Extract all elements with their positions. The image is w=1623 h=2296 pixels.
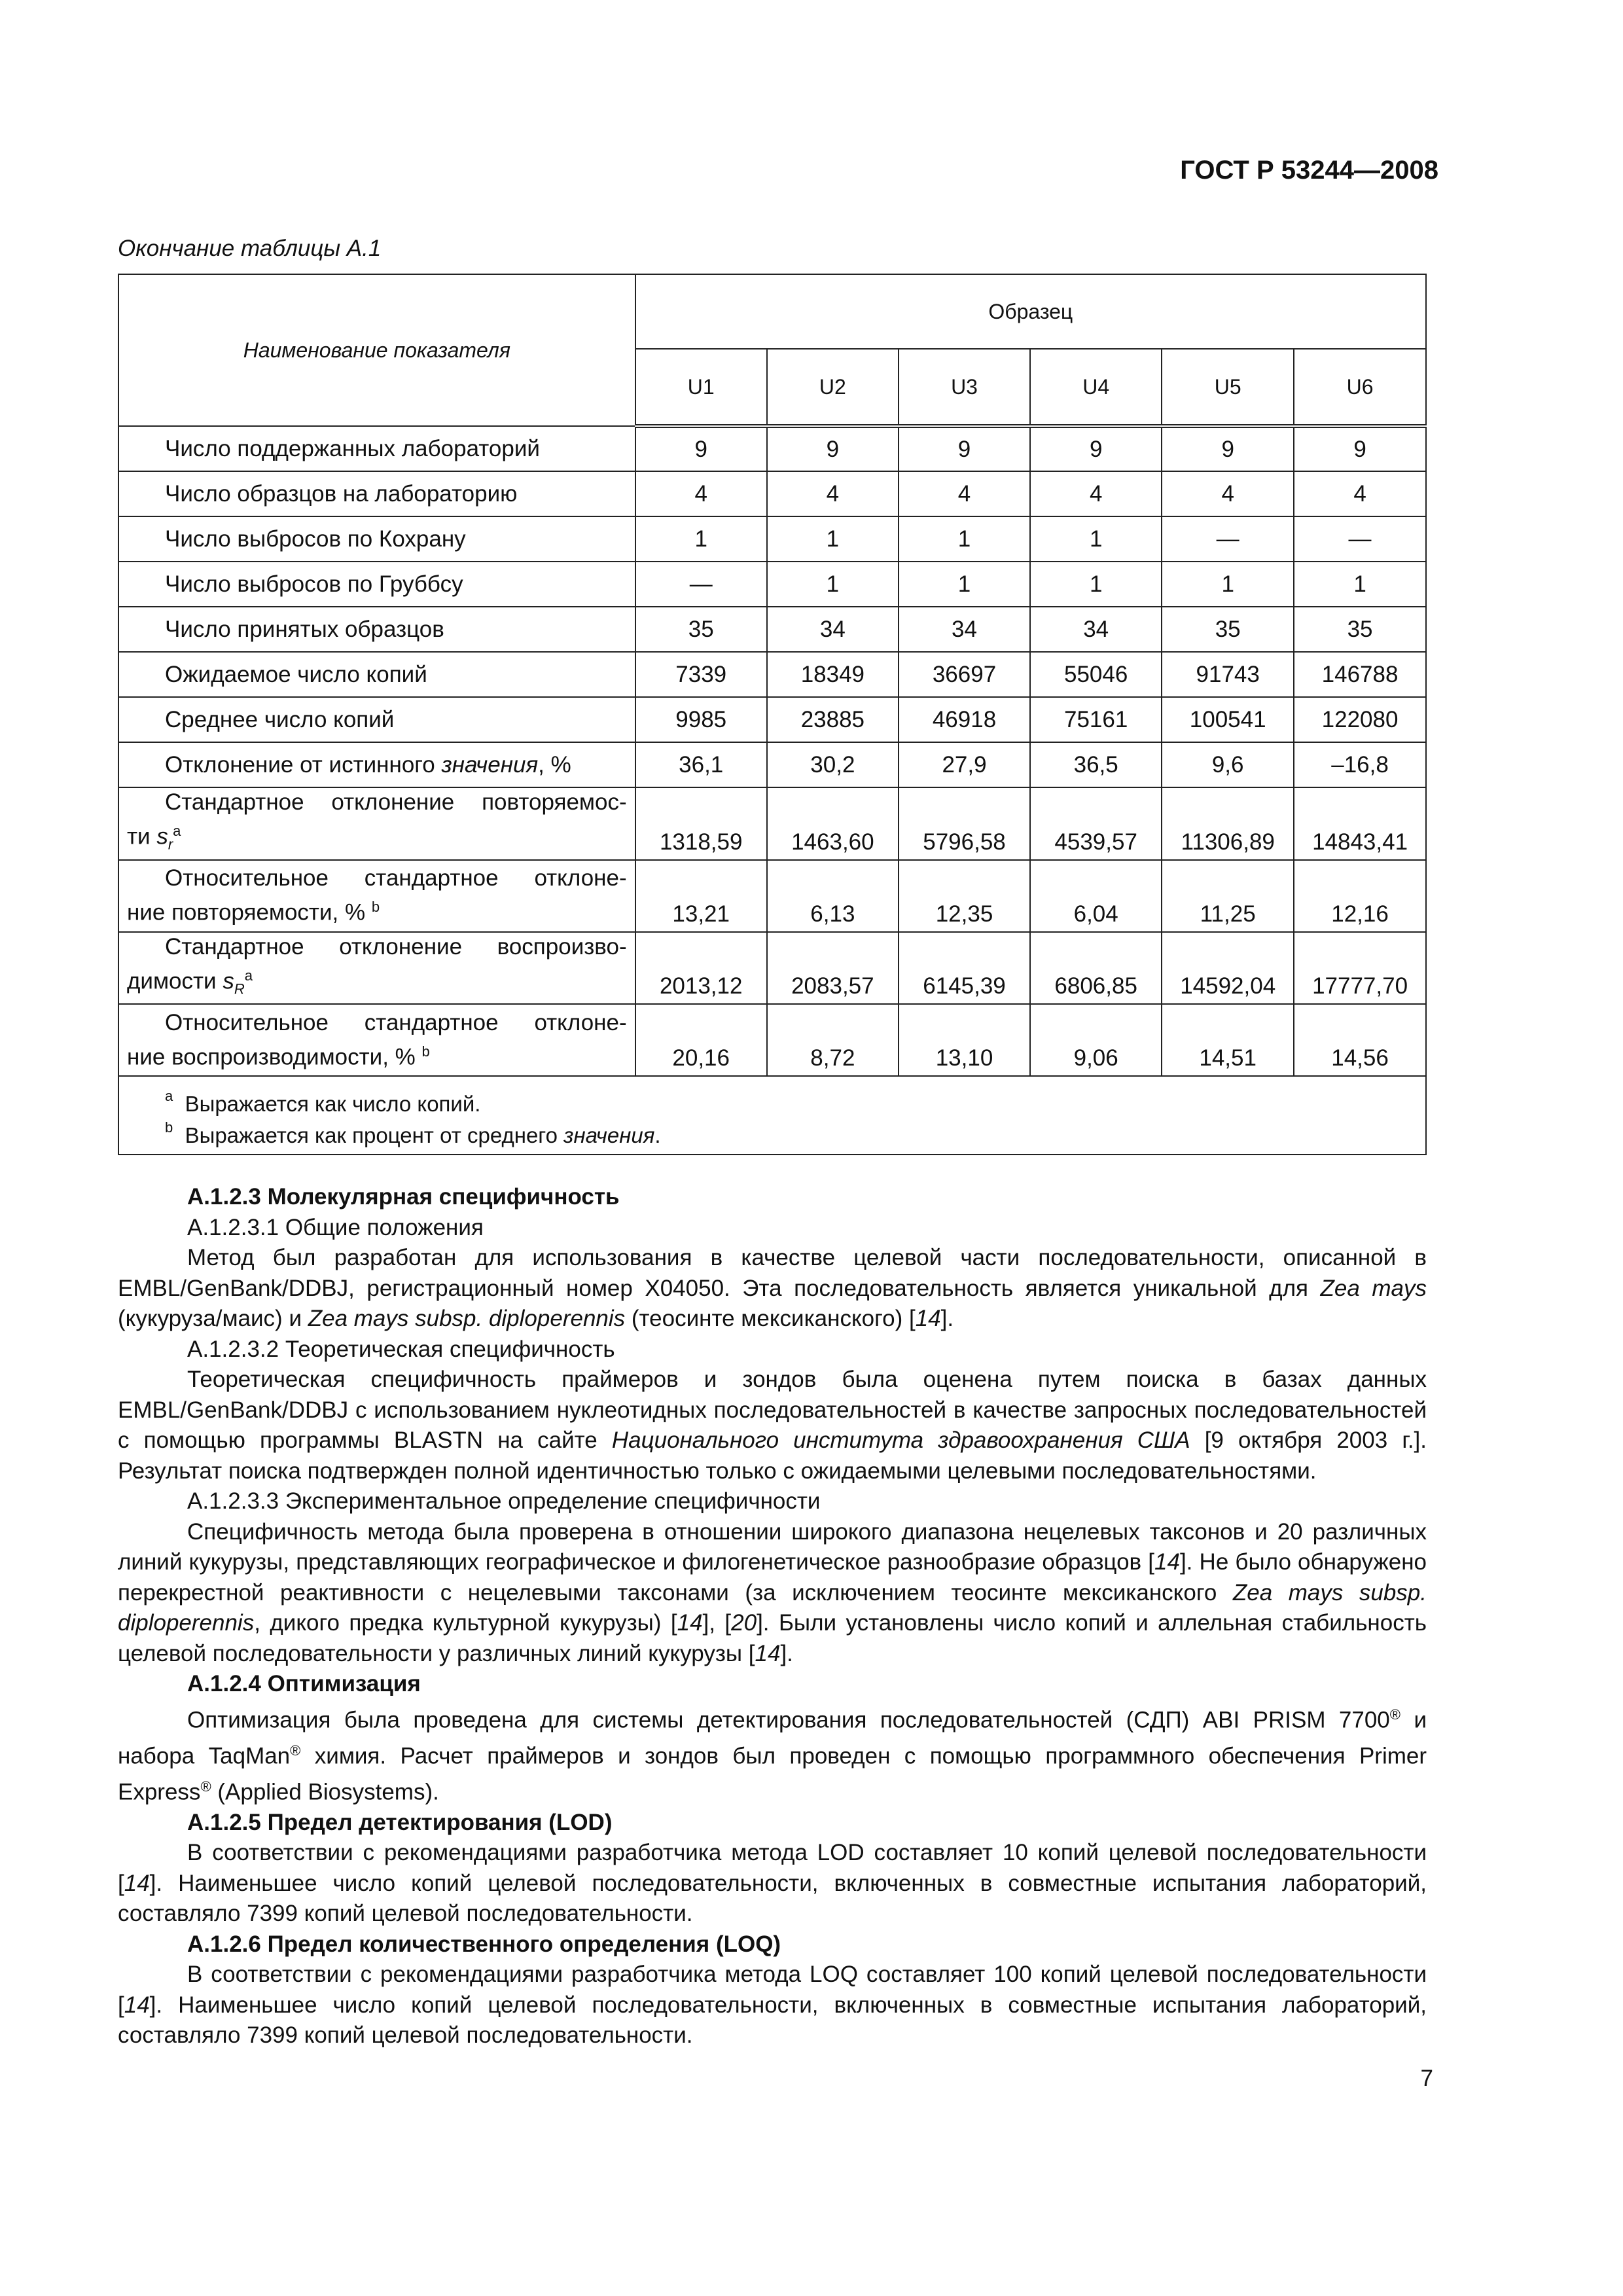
cell-value: 36,5 (1030, 742, 1162, 787)
table-row (118, 652, 1426, 697)
document-code: ГОСТ Р 53244—2008 (1180, 156, 1438, 185)
cell-value: 75161 (1030, 697, 1162, 742)
cell-value: 14592,04 (1162, 932, 1294, 1005)
row-label: Среднее число копий (118, 697, 635, 742)
cell-value: 9 (1294, 426, 1426, 471)
section-heading: А.1.2.6 Предел количественного определения (LOQ) (187, 1931, 781, 1957)
cell-value: 4 (899, 471, 1030, 516)
column-header: U5 (1162, 349, 1294, 426)
footnote: $^b$ Выражается как процент от среднего значения. (165, 1119, 661, 1148)
results-table (118, 274, 1427, 1155)
cell-value: 9 (1162, 426, 1294, 471)
cell-value: 1 (767, 562, 899, 607)
row-label: Относительное стандартное отклоне- ние повторяемости, % $^b$ (118, 860, 635, 932)
cell-value: 5796,58 (899, 787, 1030, 860)
cell-value: — (1294, 516, 1426, 562)
cell-value: 91743 (1162, 652, 1294, 697)
section-heading: А.1.2.5 Предел детектирования (LOD) (187, 1809, 613, 1835)
cell-value: –16,8 (1294, 742, 1426, 787)
paragraph: Теоретическая специфичность праймеров и зондов была оценена путем поиска в базах данных EMBL/GenBank/DDBJ с использованием нуклеотидных последовательностей в качестве запросных последовательностей с помощью программы BLASTN на сайте Национального института здравоохранения США [9 октября 2003 г.]. Результат поиска подтвержден полной идентичностью только с ожидаемыми целевыми последовательностями. (118, 1367, 1427, 1484)
cell-value: 14,56 (1294, 1004, 1426, 1076)
cell-value: 12,16 (1294, 860, 1426, 932)
column-header: U1 (635, 349, 767, 426)
column-header: U3 (899, 349, 1030, 426)
cell-value: 35 (1294, 607, 1426, 652)
row-label: Относительное стандартное отклоне- ние воспроизводимости, % $^b$ (118, 1004, 635, 1076)
cell-value: 14843,41 (1294, 787, 1426, 860)
cell-value: 14,51 (1162, 1004, 1294, 1076)
cell-value: 4 (1162, 471, 1294, 516)
table-footnotes (118, 1076, 1426, 1155)
section-heading: А.1.2.3 Молекулярная специфичность (187, 1184, 620, 1210)
cell-value: — (1162, 516, 1294, 562)
cell-value: 20,16 (635, 1004, 767, 1076)
cell-value: 6,04 (1030, 860, 1162, 932)
cell-value: 34 (767, 607, 899, 652)
cell-value: 6806,85 (1030, 932, 1162, 1005)
page-number: 7 (1420, 2066, 1433, 2091)
cell-value: 4 (1030, 471, 1162, 516)
cell-value: 2013,12 (635, 932, 767, 1005)
cell-value: 36,1 (635, 742, 767, 787)
cell-value: 11,25 (1162, 860, 1294, 932)
column-header: U6 (1294, 349, 1426, 426)
cell-value: 9 (635, 426, 767, 471)
cell-value: 1 (1030, 562, 1162, 607)
cell-value: 13,10 (899, 1004, 1030, 1076)
cell-value: 9 (767, 426, 899, 471)
section-heading: А.1.2.4 Оптимизация (187, 1671, 421, 1696)
cell-value: 23885 (767, 697, 899, 742)
body-text (118, 1182, 1427, 2051)
table-row (118, 860, 1426, 932)
table-caption: Окончание таблицы А.1 (118, 236, 382, 261)
cell-value: 1 (1294, 562, 1426, 607)
cell-value: 146788 (1294, 652, 1426, 697)
cell-value: 18349 (767, 652, 899, 697)
cell-value: 34 (1030, 607, 1162, 652)
row-label: Ожидаемое число копий (118, 652, 635, 697)
cell-value: — (635, 562, 767, 607)
table-row (118, 516, 1426, 562)
row-label: Число поддержанных лабораторий (118, 426, 635, 471)
cell-value: 35 (1162, 607, 1294, 652)
paragraph: Оптимизация была проведена для системы детектирования последовательностей (СДП) ABI PRISM 7700® и набора TaqMan® химия. Расчет праймеров и зондов был проведен с помощью программного обеспечения Primer Express® (Applied Biosystems). (118, 1706, 1427, 1805)
footnote: $^a$ Выражается как число копий. (165, 1088, 481, 1117)
table-row (118, 426, 1426, 471)
table-row (118, 471, 1426, 516)
cell-value: 9,06 (1030, 1004, 1162, 1076)
cell-value: 4 (635, 471, 767, 516)
table-row (118, 697, 1426, 742)
cell-value: 9985 (635, 697, 767, 742)
column-header: U4 (1030, 349, 1162, 426)
table-row (118, 932, 1426, 1005)
cell-value: 27,9 (899, 742, 1030, 787)
row-label: Стандартное отклонение воспроизво- димости $s_R^a$ (118, 932, 635, 1005)
cell-value: 4 (767, 471, 899, 516)
cell-value: 100541 (1162, 697, 1294, 742)
paragraph: Специфичность метода была проверена в отношении широкого диапазона нецелевых таксонов и 20 различных линий кукурузы, представляющих географическое и филогенетическое разнообразие образцов [14]. Не было обнаружено перекрестной реактивности с нецелевыми таксонами (за исключением теосинте мексиканского Zea mays subsp. diploperennis, дикого предка культурной кукурузы) [14], [20]. Были установлены число копий и аллельная стабильность целевой последовательности у различных линий кукурузы [14]. (118, 1518, 1427, 1666)
table-row (118, 607, 1426, 652)
cell-value: 34 (899, 607, 1030, 652)
cell-value: 1 (767, 516, 899, 562)
table-row (118, 562, 1426, 607)
cell-value: 4 (1294, 471, 1426, 516)
cell-value: 1 (1030, 516, 1162, 562)
indicator-name-header: Наименование показателя (118, 274, 635, 426)
sample-header: Образец (635, 274, 1426, 349)
cell-value: 35 (635, 607, 767, 652)
cell-value: 7339 (635, 652, 767, 697)
paragraph: В соответствии с рекомендациями разработчика метода LOD составляет 10 копий целевой последовательности [14]. Наименьшее число копий целевой последовательности, включенных в совместные испытания лабораторий, составляло 7399 копий целевой последовательности. (118, 1840, 1427, 1927)
row-label: Число выбросов по Кохрану (118, 516, 635, 562)
cell-value: 9,6 (1162, 742, 1294, 787)
row-label: Число выбросов по Груббсу (118, 562, 635, 607)
cell-value: 55046 (1030, 652, 1162, 697)
cell-value: 17777,70 (1294, 932, 1426, 1005)
cell-value: 13,21 (635, 860, 767, 932)
cell-value: 2083,57 (767, 932, 899, 1005)
cell-value: 30,2 (767, 742, 899, 787)
cell-value: 46918 (899, 697, 1030, 742)
cell-value: 4539,57 (1030, 787, 1162, 860)
subsection-heading: А.1.2.3.3 Экспериментальное определение специфичности (187, 1488, 821, 1514)
paragraph: В соответствии с рекомендациями разработчика метода LOQ составляет 100 копий целевой последовательности [14]. Наименьшее число копий целевой последовательности, включенных в совместные испытания лабораторий, составляло 7399 копий целевой последовательности. (118, 1962, 1427, 2049)
cell-value: 1 (899, 516, 1030, 562)
cell-value: 1 (635, 516, 767, 562)
cell-value: 1463,60 (767, 787, 899, 860)
cell-value: 1318,59 (635, 787, 767, 860)
cell-value: 1 (1162, 562, 1294, 607)
subsection-heading: А.1.2.3.2 Теоретическая специфичность (187, 1336, 615, 1362)
row-label: Отклонение от истинного значения, % (118, 742, 635, 787)
cell-value: 12,35 (899, 860, 1030, 932)
cell-value: 6145,39 (899, 932, 1030, 1005)
cell-value: 122080 (1294, 697, 1426, 742)
paragraph: Метод был разработан для использования в качестве целевой части последовательности, описанной в EMBL/GenBank/DDBJ, регистрационный номер X04050. Эта последовательность является уникальной для Zea mays (кукуруза/маис) и Zea mays subsp. diploperennis (теосинте мексиканского) [14]. (118, 1245, 1427, 1331)
table-row (118, 742, 1426, 787)
cell-value: 36697 (899, 652, 1030, 697)
table-row (118, 787, 1426, 860)
cell-value: 8,72 (767, 1004, 899, 1076)
cell-value: 9 (899, 426, 1030, 471)
row-label: Число принятых образцов (118, 607, 635, 652)
cell-value: 1 (899, 562, 1030, 607)
table-row (118, 1004, 1426, 1076)
cell-value: 11306,89 (1162, 787, 1294, 860)
cell-value: 9 (1030, 426, 1162, 471)
column-header: U2 (767, 349, 899, 426)
row-label: Стандартное отклонение повторяемос- ти $s_r^a$ (118, 787, 635, 860)
row-label: Число образцов на лабораторию (118, 471, 635, 516)
subsection-heading: А.1.2.3.1 Общие положения (187, 1214, 484, 1240)
cell-value: 6,13 (767, 860, 899, 932)
